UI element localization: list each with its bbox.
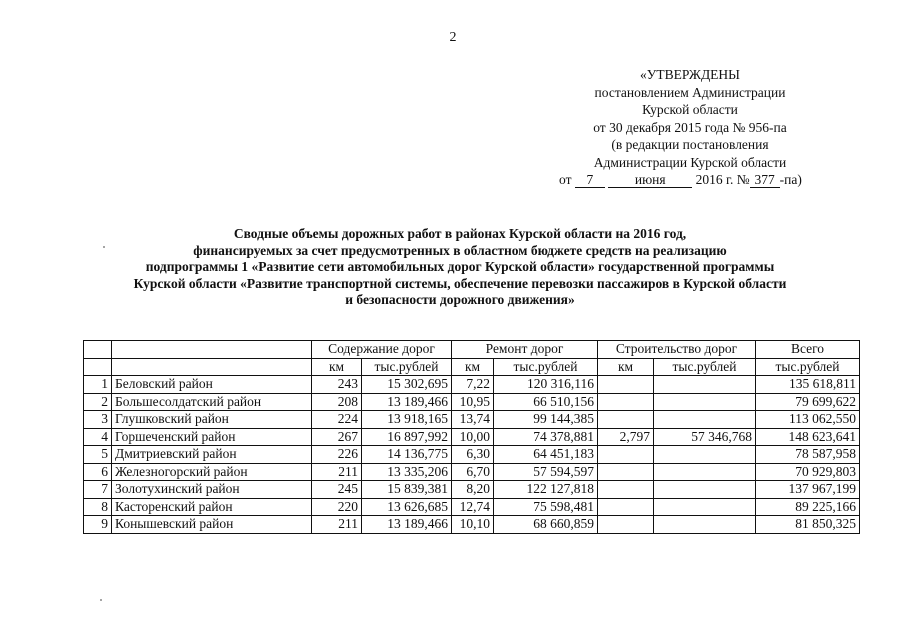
construction-km-cell <box>598 498 654 516</box>
maintenance-km-cell: 220 <box>312 498 362 516</box>
table-body <box>84 376 860 534</box>
repair-km-cell: 6,70 <box>452 463 494 481</box>
header-maintenance: Содержание дорог <box>312 341 452 359</box>
construction-km-cell <box>598 446 654 464</box>
repair-km-cell: 13,74 <box>452 411 494 429</box>
table-row <box>84 481 860 499</box>
road-works-table <box>83 340 860 534</box>
maintenance-rub-cell: 13 918,165 <box>362 411 452 429</box>
scan-speck <box>100 599 102 601</box>
table-row <box>84 428 860 446</box>
page-number: 2 <box>449 30 457 45</box>
construction-km-cell <box>598 516 654 534</box>
date-prefix: от <box>559 172 572 187</box>
row-number-cell: 8 <box>84 498 112 516</box>
construction-km-cell <box>598 376 654 394</box>
total-rub-cell: 113 062,550 <box>756 411 860 429</box>
row-number-cell: 7 <box>84 481 112 499</box>
title-line: Курской области «Развитие транспортной системы, обеспечение перевозки пассажиров в Курской области <box>133 275 787 291</box>
amendment-day: 7 <box>575 173 605 188</box>
row-number-cell: 9 <box>84 516 112 534</box>
construction-rub-cell <box>654 411 756 429</box>
maintenance-rub-cell: 14 136,775 <box>362 446 452 464</box>
total-rub-cell: 79 699,622 <box>756 393 860 411</box>
repair-rub-cell: 64 451,183 <box>494 446 598 464</box>
approval-line: Администрации Курской области <box>593 154 787 170</box>
row-number-cell: 5 <box>84 446 112 464</box>
total-rub-cell: 148 623,641 <box>756 428 860 446</box>
table-row <box>84 516 860 534</box>
repair-km-cell: 7,22 <box>452 376 494 394</box>
construction-rub-cell <box>654 376 756 394</box>
maintenance-rub-cell: 15 302,695 <box>362 376 452 394</box>
district-name-cell: Беловский район <box>112 376 312 394</box>
title-line: Сводные объемы дорожных работ в районах Курской области на 2016 год, <box>233 226 687 241</box>
maintenance-km-cell: 267 <box>312 428 362 446</box>
maintenance-km-cell: 243 <box>312 376 362 394</box>
unit-header: тыс.рублей <box>494 358 598 376</box>
table-row <box>84 463 860 481</box>
maintenance-km-cell: 226 <box>312 446 362 464</box>
maintenance-rub-cell: 13 189,466 <box>362 393 452 411</box>
header-empty <box>112 358 312 376</box>
maintenance-rub-cell: 13 626,685 <box>362 498 452 516</box>
construction-km-cell <box>598 481 654 499</box>
row-number-cell: 1 <box>84 376 112 394</box>
title-line: и безопасности дорожного движения» <box>345 292 575 308</box>
approval-amendment-date <box>555 171 825 189</box>
header-empty <box>84 341 112 359</box>
repair-km-cell: 8,20 <box>452 481 494 499</box>
district-name-cell: Большесолдатский район <box>112 393 312 411</box>
construction-rub-cell <box>654 498 756 516</box>
amendment-month: июня <box>608 173 692 188</box>
repair-km-cell: 10,10 <box>452 516 494 534</box>
repair-rub-cell: 122 127,818 <box>494 481 598 499</box>
total-rub-cell: 81 850,325 <box>756 516 860 534</box>
maintenance-rub-cell: 13 335,206 <box>362 463 452 481</box>
unit-header: тыс.рублей <box>654 358 756 376</box>
district-name-cell: Горшеченский район <box>112 428 312 446</box>
district-name-cell: Касторенский район <box>112 498 312 516</box>
title-line: подпрограммы 1 «Развитие сети автомобильных дорог Курской области» государственной программы <box>145 259 775 275</box>
maintenance-rub-cell: 16 897,992 <box>362 428 452 446</box>
repair-rub-cell: 68 660,859 <box>494 516 598 534</box>
repair-rub-cell: 74 378,881 <box>494 428 598 446</box>
unit-header: км <box>452 358 494 376</box>
repair-km-cell: 10,00 <box>452 428 494 446</box>
title-line: финансируемых за счет предусмотренных в областном бюджете средств на реализацию <box>193 242 727 258</box>
total-rub-cell: 89 225,166 <box>756 498 860 516</box>
construction-km-cell: 2,797 <box>598 428 654 446</box>
approval-line: постановлением Администрации <box>594 84 786 100</box>
unit-header: тыс.рублей <box>362 358 452 376</box>
total-rub-cell: 78 587,958 <box>756 446 860 464</box>
unit-header: км <box>598 358 654 376</box>
amendment-year: 2016 г. № <box>695 172 750 187</box>
total-rub-cell: 70 929,803 <box>756 463 860 481</box>
maintenance-km-cell: 245 <box>312 481 362 499</box>
construction-rub-cell <box>654 393 756 411</box>
header-repair: Ремонт дорог <box>452 341 598 359</box>
construction-rub-cell <box>654 516 756 534</box>
table-row <box>84 498 860 516</box>
approval-line: «УТВЕРЖДЕНЫ <box>640 67 740 82</box>
district-name-cell: Золотухинский район <box>112 481 312 499</box>
row-number-cell: 4 <box>84 428 112 446</box>
district-name-cell: Дмитриевский район <box>112 446 312 464</box>
unit-header: км <box>312 358 362 376</box>
table-row <box>84 446 860 464</box>
row-number-cell: 6 <box>84 463 112 481</box>
repair-rub-cell: 120 316,116 <box>494 376 598 394</box>
total-rub-cell: 135 618,811 <box>756 376 860 394</box>
maintenance-rub-cell: 13 189,466 <box>362 516 452 534</box>
maintenance-km-cell: 224 <box>312 411 362 429</box>
district-name-cell: Железногорский район <box>112 463 312 481</box>
approval-line: (в редакции постановления <box>611 137 769 152</box>
table-row <box>84 393 860 411</box>
construction-km-cell <box>598 411 654 429</box>
approval-line: Курской области <box>642 102 738 117</box>
header-empty <box>112 341 312 359</box>
amendment-suffix: -па) <box>779 172 802 187</box>
row-number-cell: 3 <box>84 411 112 429</box>
header-total: Всего <box>756 341 860 359</box>
amendment-number: 377 <box>750 173 780 188</box>
district-name-cell: Глушковский район <box>112 411 312 429</box>
table-row <box>84 411 860 429</box>
construction-rub-cell <box>654 446 756 464</box>
construction-rub-cell <box>654 463 756 481</box>
repair-rub-cell: 75 598,481 <box>494 498 598 516</box>
approval-stamp <box>555 66 825 189</box>
maintenance-km-cell: 211 <box>312 516 362 534</box>
table-group-header-row <box>84 341 860 359</box>
construction-rub-cell: 57 346,768 <box>654 428 756 446</box>
maintenance-km-cell: 211 <box>312 463 362 481</box>
header-construction: Строительство дорог <box>598 341 756 359</box>
repair-km-cell: 10,95 <box>452 393 494 411</box>
district-name-cell: Конышевский район <box>112 516 312 534</box>
table-unit-header-row <box>84 358 860 376</box>
repair-rub-cell: 99 144,385 <box>494 411 598 429</box>
maintenance-km-cell: 208 <box>312 393 362 411</box>
unit-header: тыс.рублей <box>756 358 860 376</box>
construction-km-cell <box>598 463 654 481</box>
construction-rub-cell <box>654 481 756 499</box>
table-row <box>84 376 860 394</box>
maintenance-rub-cell: 15 839,381 <box>362 481 452 499</box>
repair-rub-cell: 57 594,597 <box>494 463 598 481</box>
repair-rub-cell: 66 510,156 <box>494 393 598 411</box>
construction-km-cell <box>598 393 654 411</box>
scan-speck <box>103 246 105 248</box>
header-empty <box>84 358 112 376</box>
total-rub-cell: 137 967,199 <box>756 481 860 499</box>
document-title <box>80 226 840 309</box>
repair-km-cell: 12,74 <box>452 498 494 516</box>
approval-line: от 30 декабря 2015 года № 956-па <box>593 119 787 135</box>
repair-km-cell: 6,30 <box>452 446 494 464</box>
row-number-cell: 2 <box>84 393 112 411</box>
